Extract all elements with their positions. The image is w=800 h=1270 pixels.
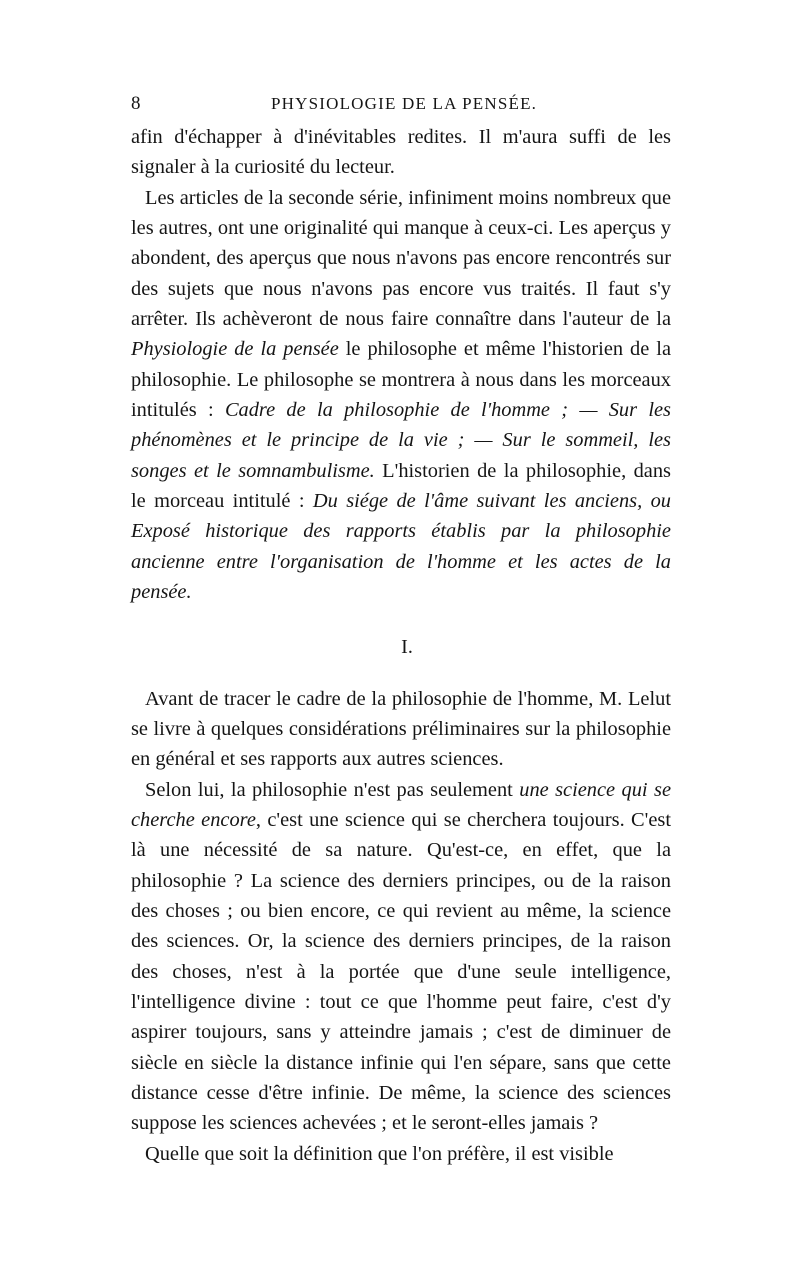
paragraph-text: Les articles de la seconde série, infiniment moins nombreux que les autres, ont une originalité qui manque à ceux-ci. Les aperçus y abondent, des aperçus que nous n'avons pas encore rencontrés sur des sujets que nous n'avons pas encore vus traités. Il faut s'y arrêter. Ils achèveront de nous faire connaître dans l'auteur de la xyxy=(131,186,671,331)
book-page xyxy=(131,90,671,1169)
page-number: 8 xyxy=(131,93,141,114)
italic-phrase: une science qui se cherche encore xyxy=(131,778,671,831)
paragraph-selon-lui xyxy=(131,775,671,1139)
italic-title: Cadre de la philosophie de l'homme ; — Sur les phénomènes et le principe de la vie ; — Sur le sommeil, les songes et le somnambulisme. xyxy=(131,399,671,482)
running-head xyxy=(131,90,671,118)
italic-title: Physiologie de la pensée xyxy=(131,338,339,361)
paragraph-text: L'historien de la philosophie, dans le morceau intitulé : xyxy=(131,459,671,513)
section-number: I. xyxy=(401,635,413,658)
paragraph-text: le philosophe et même l'historien de la philosophie. Le philosophe se montrera à nous dans les morceaux intitulés : xyxy=(131,338,671,422)
paragraph-text: Selon lui, la philosophie n'est pas seulement xyxy=(145,778,520,801)
paragraph-second-series xyxy=(131,183,671,608)
paragraph-text: , c'est une science qui se cherchera toujours. C'est là une nécessité de sa nature. Qu'est-ce, en effet, que la philosophie ? La science des derniers principes, ou de la raison des choses ; ou bien encore, ce qui revient au même, la science des sciences. Or, la science des derniers principes, de la raison des choses, n'est à la portée que d'une seule intelligence, l'intelligence divine : tout ce que l'homme peut faire, c'est d'y aspirer toujours, sans y atteindre jamais ; c'est de diminuer de siècle en siècle la distance infinie qui l'en sépare, sans que cette distance cesse d'être infinie. De même, la science des sciences suppose les sciences achevées ; et le seront-elles jamais ? xyxy=(131,808,671,1135)
paragraph-quelle: Quelle que soit la définition que l'on préfère, il est visible xyxy=(145,1142,614,1165)
paragraph-cadre: Avant de tracer le cadre de la philosophie de l'homme, M. Lelut se livre à quelques considérations préliminaires sur la philosophie en général et ses rapports aux autres sciences. xyxy=(131,687,671,771)
paragraph-continuation: afin d'échapper à d'inévitables redites. Il m'aura suffi de les signaler à la curiosité du lecteur. xyxy=(131,126,671,179)
running-title: PHYSIOLOGIE DE LA PENSÉE. xyxy=(271,94,538,113)
italic-title: Du siége de l'âme suivant les anciens, ou Exposé historique des rapports établis par la philosophie ancienne entre l'organisation de l'homme et les actes de la pensée. xyxy=(131,490,671,604)
body-text xyxy=(131,122,671,1169)
